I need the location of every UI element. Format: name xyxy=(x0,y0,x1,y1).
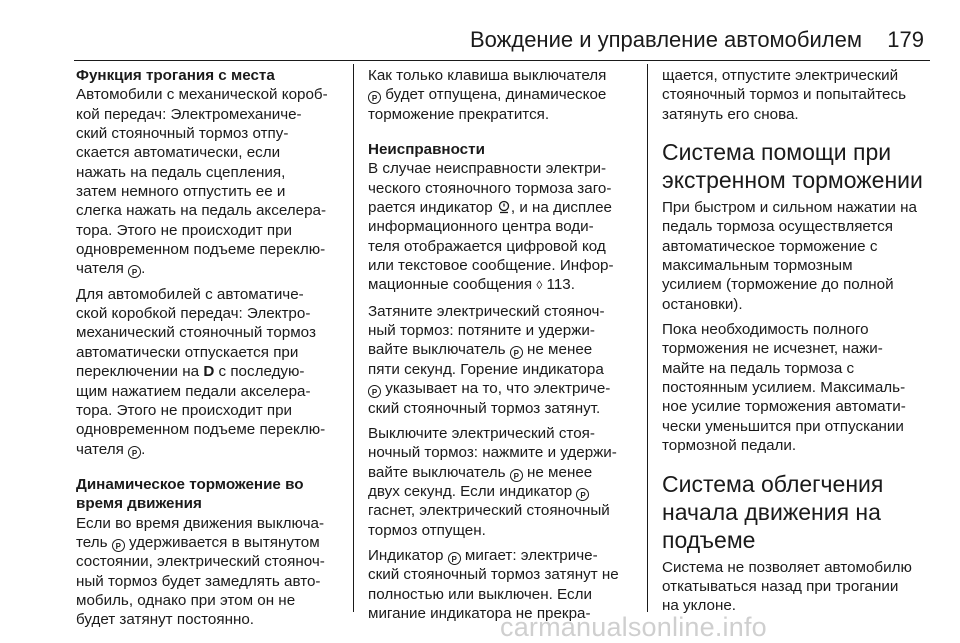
section-heading: Неисправности xyxy=(368,141,485,159)
paragraph: Для автомобилей с автоматиче- ской коробкой передач: Электро- механический стояночный тормоз автоматически отпускается при переключении на D с последую- щим нажатием педали акселера- тора. Этого не происходит при одновременном подъеме переклю- чателя P . xyxy=(76,285,326,458)
section-title: Система помощи при экстренном торможении xyxy=(662,139,923,194)
paragraph: В случае неисправности электри- ческого стояночного тормоза заго- рается индикатор , и на дисплее информационного центра води- теля отображается цифровой код или текстовое сообщение. Инфор- мационные сообщения ◊ 113. xyxy=(368,160,614,294)
page-number: 179 xyxy=(887,27,924,52)
paragraph: Система не позволяет автомобилю откатываться назад при трогании на уклоне. xyxy=(662,558,912,615)
column-1 xyxy=(76,66,344,636)
gear-d: D xyxy=(203,363,215,381)
paragraph: Пока необходимость полного торможения не исчезнет, нажи- майте на педаль тормоза с постоянным усилием. Максималь- ное усилие торможения автомати- чески уменьшится при отпускании тормозной педали. xyxy=(662,321,906,455)
parking-brake-icon: P xyxy=(112,539,125,552)
paragraph: щается, отпустите электрический стояночный тормоз и попытайтесь затянуть его снова. xyxy=(662,67,907,123)
paragraph: Затяните электрический стояноч- ный тормоз: потяните и удержи- вайте выключатель P не менее пяти секунд. Горение индикатора P указывает на то, что электриче- ский стояночный тормоз затянут. xyxy=(368,302,611,417)
parking-brake-icon: P xyxy=(510,346,523,359)
header-rule xyxy=(74,60,930,61)
paragraph: Автомобили с механической короб- кой передач: Электромеханиче- ский стояночный тормоз отпу- скается автоматически, если нажать на педаль сцепления, затем немного отпустить ее и слегка нажать на педаль акселера- тора. Этого не происходит при одновременном подъеме переклю- чателя P . xyxy=(76,86,328,278)
header-title: Вождение и управление автомобилем xyxy=(469,27,862,52)
parking-brake-icon: P xyxy=(128,446,141,459)
paragraph: При быстром и сильном нажатии на педаль тормоза осуществляется автоматическое торможение с максимальным тормозным усилием (торможение до полной остановки). xyxy=(662,199,917,313)
paragraph: Если во время движения выключа- тель P удерживается в вытянутом состоянии, электрический стояноч- ный тормоз будет замедлять авто- мобиль, однако при этом он не будет затянут постоянно. xyxy=(76,514,325,629)
paragraph: Выключите электрический стоя- ночный тормоз: нажмите и удержи- вайте выключатель P не менее двух секунд. Если индикатор P гаснет, электрический стояночный тормоз отпущен. xyxy=(368,424,617,539)
page-header xyxy=(0,0,960,62)
parking-brake-icon: P xyxy=(368,91,381,104)
column-divider xyxy=(353,64,354,612)
column-2 xyxy=(368,66,636,629)
paragraph: Индикатор P мигает: электриче- ский стояночный тормоз затянут не полностью или выключен. Если мигание индикатора не прекра- xyxy=(368,546,619,622)
parking-brake-icon: P xyxy=(368,385,381,398)
parking-brake-icon: P xyxy=(510,469,523,482)
watermark: carmanualsonline.info xyxy=(500,612,767,642)
parking-brake-icon: P xyxy=(128,265,141,278)
column-3 xyxy=(662,66,930,622)
brake-fault-icon xyxy=(497,200,511,214)
section-title: Система облегчения начала движения на подъеме xyxy=(662,470,884,553)
page-reference-icon: ◊ xyxy=(536,278,543,293)
column-divider xyxy=(647,64,648,612)
paragraph: Как только клавиша выключателя P будет отпущена, динамическое торможение прекратится. xyxy=(368,67,607,123)
section-heading: Динамическое торможение во время движения xyxy=(76,475,304,513)
parking-brake-icon: P xyxy=(448,552,461,565)
section-heading: Функция трогания с места xyxy=(76,67,275,84)
parking-brake-icon: P xyxy=(576,488,589,501)
